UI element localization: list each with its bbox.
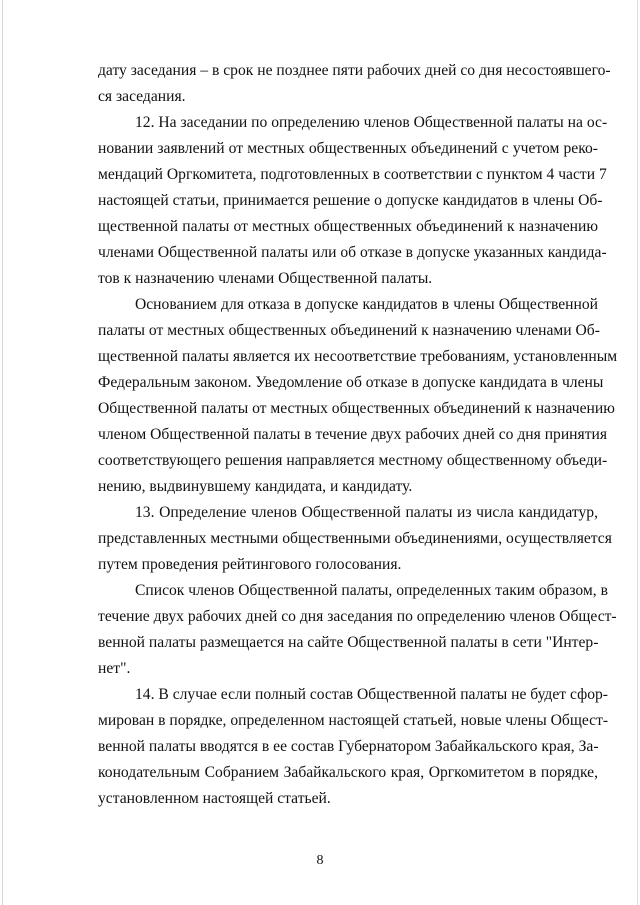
- text-line: 12. На заседании по определению членов Общественной палаты на ос-: [135, 114, 608, 131]
- text-line: 13. Определение членов Общественной палаты из числа кандидатур,: [135, 504, 598, 521]
- text-line: 14. В случае если полный состав Общественной палаты не будет сфор-: [135, 686, 608, 703]
- text-line: членом Общественной палаты в течение двух рабочих дней со дня принятия: [98, 426, 608, 443]
- text-line: установленном настоящей статьей.: [98, 790, 331, 807]
- text-line: ся заседания.: [98, 88, 186, 105]
- text-line: щественной палаты является их несоответствие требованиям, установленным: [98, 348, 618, 365]
- text-line: нению, выдвинувшему кандидата, и кандидату.: [98, 478, 413, 495]
- text-line: новании заявлений от местных общественных объединений с учетом реко-: [98, 140, 598, 157]
- page-number: 8: [316, 853, 324, 868]
- text-line: щественной палаты от местных общественных объединений к назначению: [98, 218, 598, 235]
- scan-edge-left: [2, 0, 3, 905]
- text-line: течение двух рабочих дней со дня заседания по определению членов Общест-: [98, 608, 617, 625]
- text-line: представленных местными общественными объединениями, осуществляется: [98, 530, 612, 547]
- text-line: настоящей статьи, принимается решение о допуске кандидатов в члены Об-: [98, 192, 603, 209]
- text-line: путем проведения рейтингового голосования.: [98, 556, 402, 573]
- text-line: тов к назначению членами Общественной палаты.: [98, 270, 433, 287]
- text-line: конодательным Собранием Забайкальского края, Оргкомитетом в порядке,: [98, 764, 598, 781]
- text-line: Основанием для отказа в допуске кандидатов в члены Общественной: [135, 296, 598, 313]
- text-line: членами Общественной палаты или об отказе в допуске указанных кандида-: [98, 244, 607, 261]
- text-line: палаты от местных общественных объединений к назначению членами Об-: [98, 322, 600, 339]
- text-line: венной палаты размещается на сайте Общественной палаты в сети "Интер-: [98, 634, 599, 651]
- text-line: мирован в порядке, определенном настоящей статьей, новые члены Общест-: [98, 712, 609, 729]
- text-line: дату заседания – в срок не позднее пяти рабочих дней со дня несостоявшего-: [98, 62, 611, 79]
- text-line: Общественной палаты от местных общественных объединений к назначению: [98, 400, 615, 417]
- text-line: нет".: [98, 660, 131, 677]
- text-line: Список членов Общественной палаты, определенных таким образом, в: [135, 582, 608, 599]
- text-line: соответствующего решения направляется местному общественному объеди-: [98, 452, 608, 469]
- text-line: мендаций Оргкомитета, подготовленных в соответствии с пунктом 4 части 7: [98, 166, 607, 183]
- text-line: Федеральным законом. Уведомление об отказе в допуске кандидата в члены: [98, 374, 604, 391]
- scan-edge-right: [637, 0, 638, 905]
- text-line: венной палаты вводятся в ее состав Губернатором Забайкальского края, За-: [98, 738, 599, 755]
